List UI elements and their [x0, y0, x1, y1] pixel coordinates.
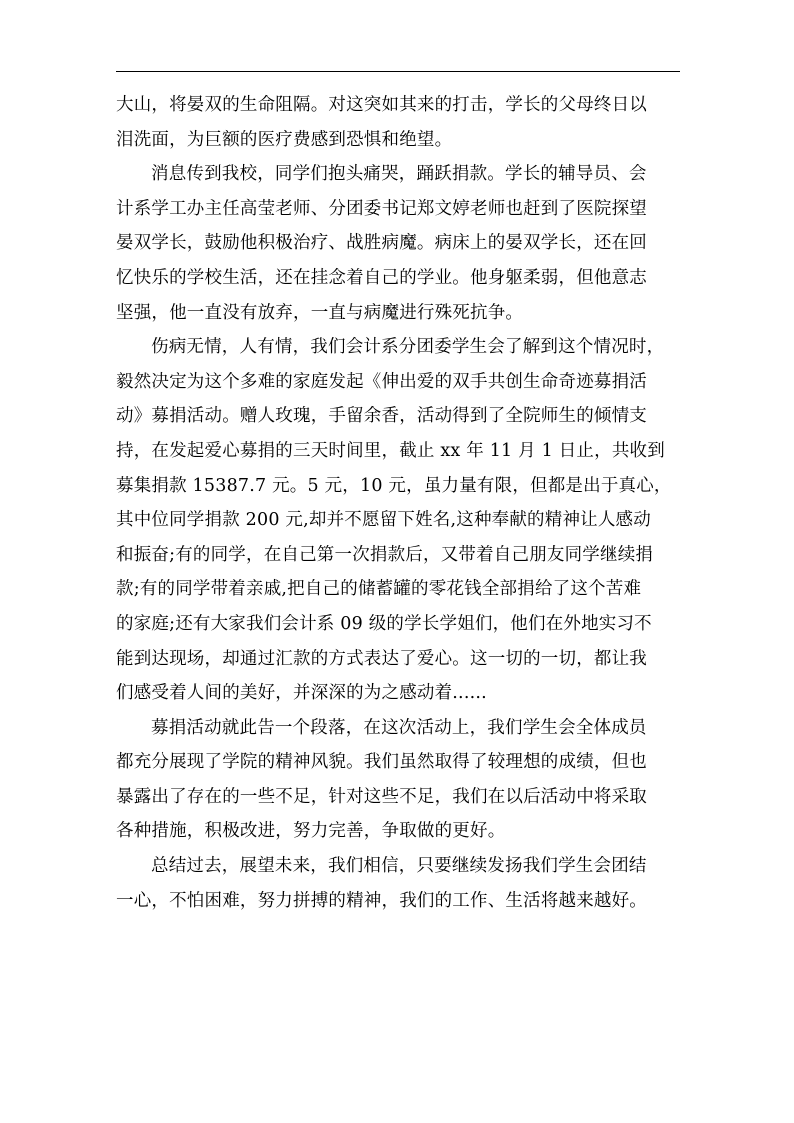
text-line: 计系学工办主任高莹老师、分团委书记郑文婷老师也赶到了医院探望 — [116, 198, 647, 219]
text-line: 暴露出了存在的一些不足，针对这些不足，我们在以后活动中将采取 — [116, 786, 647, 807]
text-line: 的家庭;还有大家我们会计系 09 级的学长学姐们，他们在外地实习不 — [116, 613, 652, 634]
paragraph-conclusion — [116, 849, 682, 918]
text-line: 款;有的同学带着亲戚,把自己的储蓄罐的零花钱全部捐给了这个苦难 — [116, 579, 642, 600]
text-line: 消息传到我校，同学们抱头痛哭，踊跃捐款。学长的辅导员、会 — [151, 164, 647, 185]
paragraph-donation-campaign — [116, 330, 682, 711]
text-line: 晏双学长，鼓励他积极治疗、战胜病魔。病床上的晏双学长，还在回 — [116, 233, 647, 254]
text-line: 募集捐款 15387.7 元。5 元，10 元，虽力量有限，但都是出于真心， — [116, 475, 672, 496]
paragraph-reflection — [116, 711, 682, 849]
text-line: 坚强，他一直没有放弃，一直与病魔进行殊死抗争。 — [116, 302, 524, 323]
text-line: 大山，将晏双的生命阻隔。对这突如其来的打击，学长的父母终日以 — [116, 95, 647, 115]
text-line: 和振奋;有的同学，在自己第一次捐款后，又带着自己朋友同学继续捐 — [116, 544, 654, 565]
text-line: 忆快乐的学校生活，还在挂念着自己的学业。他身躯柔弱，但他意志 — [116, 267, 647, 288]
text-line: 其中位同学捐款 200 元,却并不愿留下姓名,这种奉献的精神让人感动 — [116, 510, 651, 531]
text-line: 动》募捐活动。赠人玫瑰，手留余香，活动得到了全院师生的倾情支 — [116, 406, 647, 427]
text-line: 毅然决定为这个多难的家庭发起《伸出爱的双手共创生命奇迹募捐活 — [116, 371, 647, 392]
text-line: 募捐活动就此告一个段落，在这次活动上，我们学生会全体成员 — [151, 717, 647, 738]
text-line: 都充分展现了学院的精神风貌。我们虽然取得了较理想的成绩，但也 — [116, 752, 647, 773]
paragraph-continued — [116, 88, 682, 157]
text-line: 伤病无情，人有情，我们会计系分团委学生会了解到这个情况时， — [151, 337, 665, 358]
document-body — [116, 88, 682, 918]
text-line: 各种措施，积极改进，努力完善，争取做的更好。 — [116, 821, 506, 842]
text-line: 能到达现场，却通过汇款的方式表达了爱心。这一切的一切，都让我 — [116, 648, 647, 669]
header-rule — [116, 71, 680, 72]
text-line: 一心，不怕困难，努力拼搏的精神，我们的工作、生活将越来越好。 — [116, 890, 647, 911]
paragraph-news-spread — [116, 157, 682, 330]
text-line: 持，在发起爱心募捐的三天时间里，截止 xx 年 11 月 1 日止，共收到 — [116, 440, 665, 461]
text-line: 泪洗面，为巨额的医疗费感到恐惧和绝望。 — [116, 129, 453, 150]
text-line: 们感受着人间的美好，并深深的为之感动着...... — [116, 683, 487, 704]
text-line: 总结过去，展望未来，我们相信，只要继续发扬我们学生会团结 — [151, 856, 647, 877]
